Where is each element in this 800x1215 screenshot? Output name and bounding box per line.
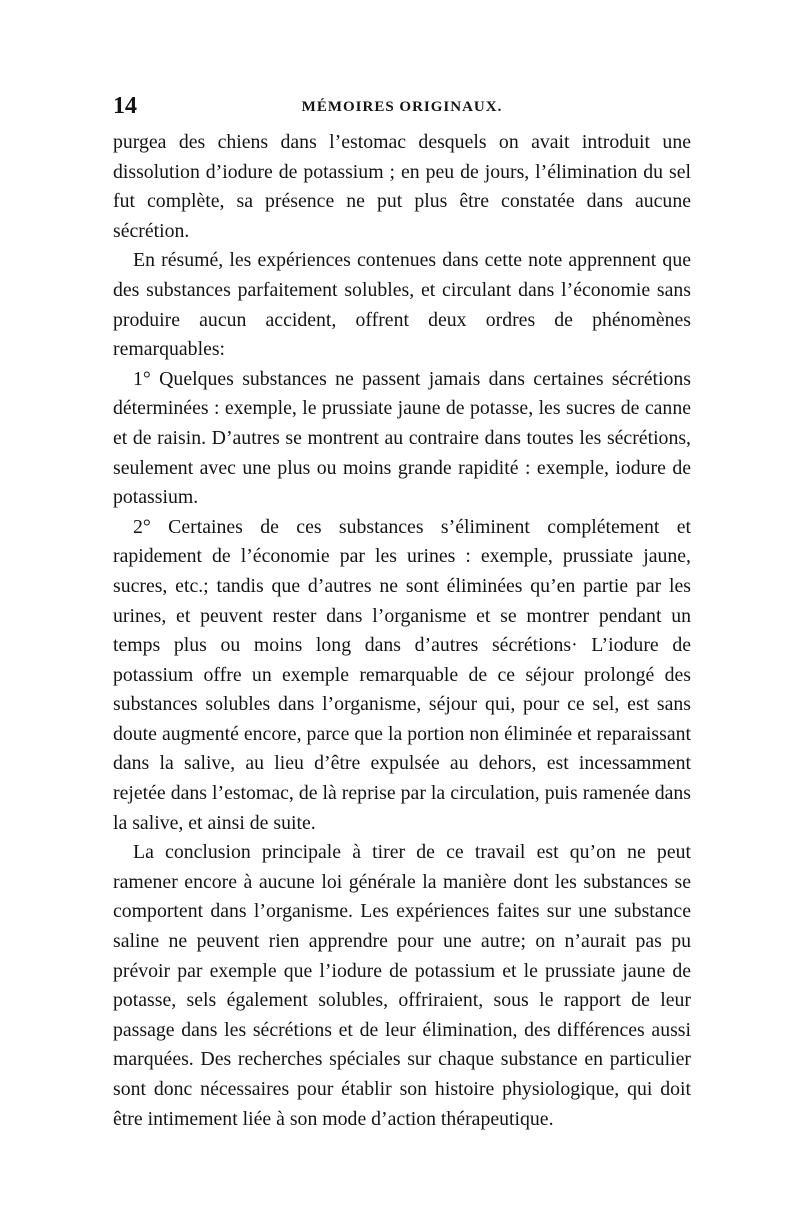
running-head: MÉMOIRES ORIGINAUX. bbox=[301, 99, 503, 115]
page-header bbox=[113, 92, 691, 120]
body-text bbox=[113, 128, 691, 1134]
paragraph-point-1: 1° Quelques substances ne passent jamais dans certaines sécrétions déterminées : exemple, le prussiate jaune de potasse, les sucres de canne et de raisin. D’autres se montrent au contraire dans toutes les sécrétions, seulement avec une plus ou moins grande rapidité : exemple, iodure de potassium. bbox=[113, 367, 691, 509]
paragraph-summary: En résumé, les expériences contenues dans cette note apprennent que des substances parfaitement solubles, et circulant dans l’économie sans produire aucun accident, offrent deux ordres de phénomènes remarquables: bbox=[113, 249, 691, 361]
paragraph-point-2: 2° Certaines de ces substances s’éliminent complétement et rapidement de l’économie par les urines : exemple, prussiate jaune, sucres, etc.; tandis que d’autres ne sont éliminées qu’en partie par les urines, et peuvent rester dans l’organisme et se montrer pendant un temps plus ou moins long dans d’autres sécrétions· L’iodure de potassium offre un exemple remarquable de ce séjour prolongé des substances solubles dans l’organisme, séjour qui, pour ce sel, est sans doute augmenté encore, parce que la portion non éliminée et reparaissant dans la salive, au lieu d’être expulsée au dehors, est incessamment rejetée dans l’estomac, de là reprise par la circulation, puis ramenée dans la salive, et ainsi de suite. bbox=[113, 515, 691, 834]
paragraph-continuation: purgea des chiens dans l’estomac desquels on avait introduit une dissolution d’iodure de potassium ; en peu de jours, l’élimination du sel fut complète, sa présence ne put plus être constatée dans aucune sécrétion. bbox=[113, 131, 691, 242]
paragraph-conclusion: La conclusion principale à tirer de ce travail est qu’on ne peut ramener encore à aucune loi générale la manière dont les substances se comportent dans l’organisme. Les expériences faites sur une substance saline ne peuvent rien apprendre pour une autre; on n’aurait pas pu prévoir par exemple que l’iodure de potassium et le prussiate jaune de potasse, sels également solubles, offriraient, sous le rapport de leur passage dans les sécrétions et de leur élimination, des différences aussi marquées. Des recherches spéciales sur chaque substance en particulier sont donc nécessaires pour établir son histoire physiologique, qui doit être intimement liée à son mode d’action thérapeutique. bbox=[113, 841, 691, 1130]
page-number: 14 bbox=[113, 93, 137, 119]
book-page bbox=[113, 92, 691, 1134]
